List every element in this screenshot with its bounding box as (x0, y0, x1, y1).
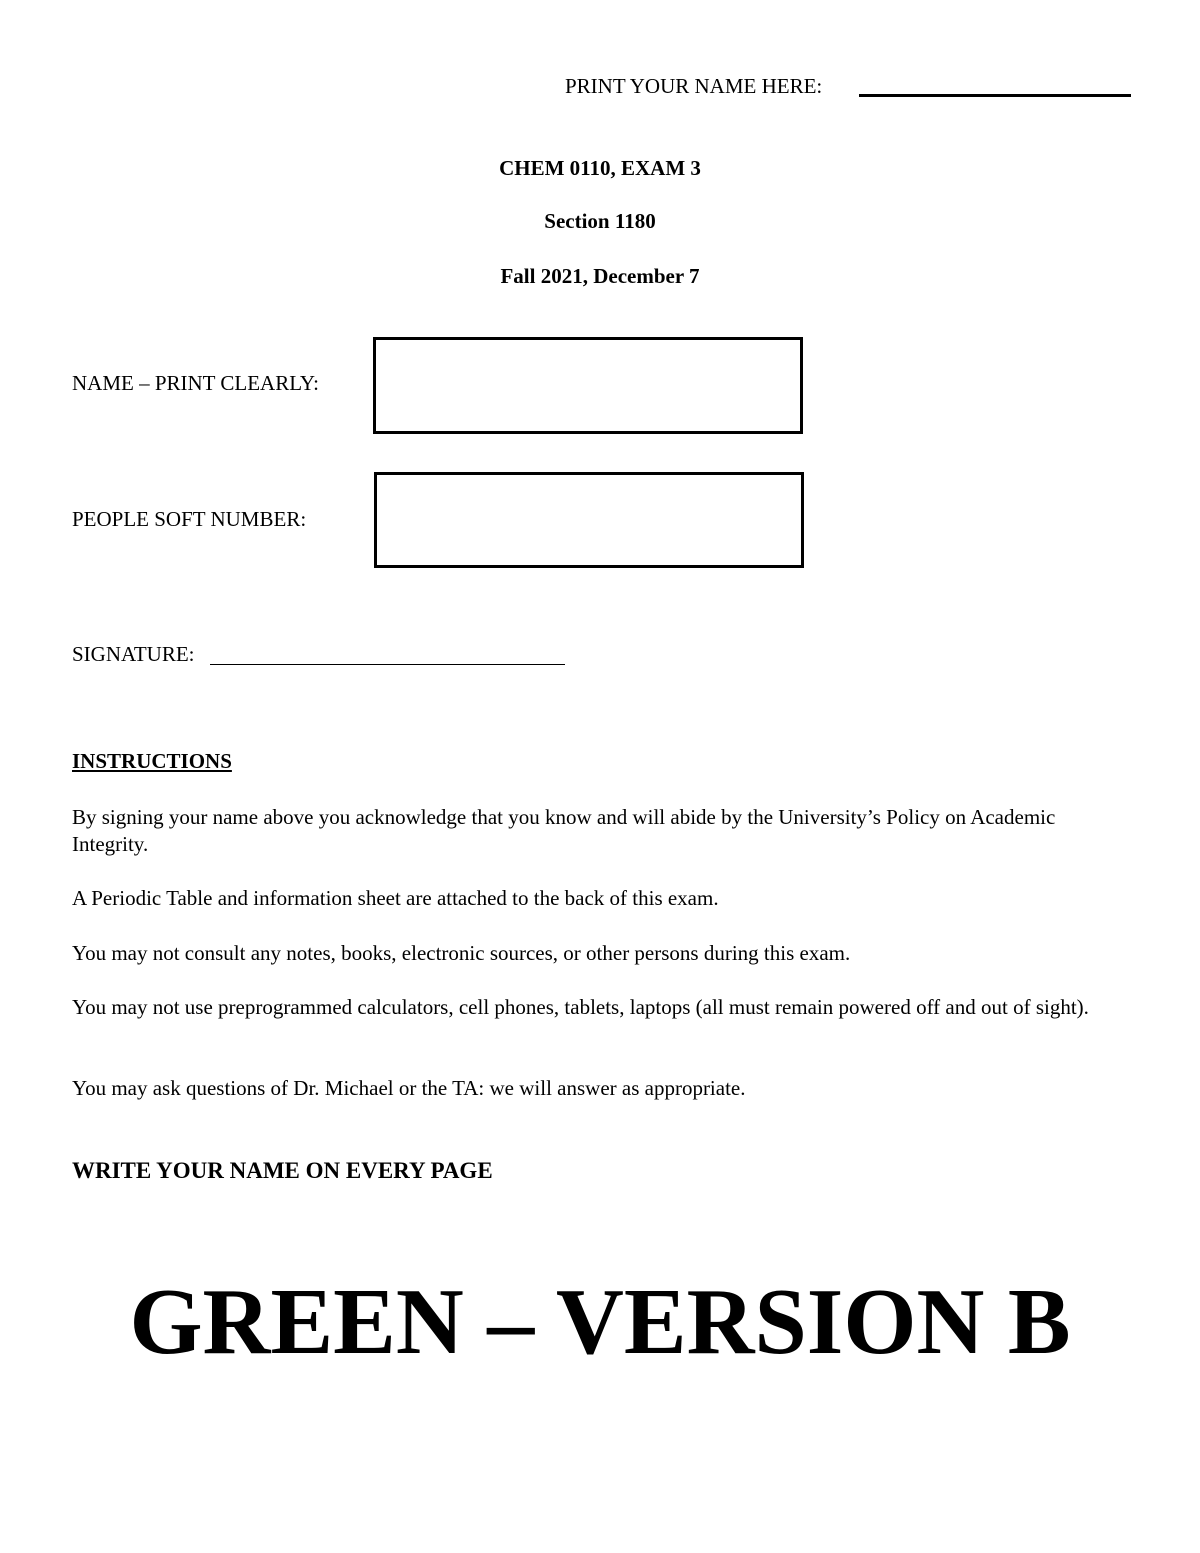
section-number: Section 1180 (544, 209, 656, 233)
signature-line[interactable] (210, 664, 565, 665)
print-name-line[interactable] (859, 94, 1131, 97)
instructions-heading: INSTRUCTIONS (72, 749, 232, 773)
instruction-paragraph: By signing your name above you acknowledge that you know and will abide by the University’s Policy on Academic Integrity. (72, 805, 1056, 856)
exam-date: Fall 2021, December 7 (500, 264, 700, 288)
write-name-reminder: WRITE YOUR NAME ON EVERY PAGE (72, 1158, 493, 1183)
print-name-label: PRINT YOUR NAME HERE: (565, 74, 823, 98)
instruction-paragraph: You may not use preprogrammed calculators, cell phones, tablets, laptops (all must remain powered off and out of sight). (72, 995, 1089, 1019)
exam-title: CHEM 0110, EXAM 3 (499, 156, 701, 180)
exam-version: GREEN – VERSION B (129, 1270, 1071, 1374)
instruction-paragraph: A Periodic Table and information sheet are attached to the back of this exam. (72, 886, 719, 910)
name-box[interactable] (373, 337, 803, 434)
instruction-paragraph: You may ask questions of Dr. Michael or the TA: we will answer as appropriate. (72, 1076, 746, 1100)
signature-label: SIGNATURE: (72, 642, 195, 666)
peoplesoft-box[interactable] (374, 472, 804, 568)
instruction-paragraph: You may not consult any notes, books, electronic sources, or other persons during this exam. (72, 941, 851, 965)
peoplesoft-field-label: PEOPLE SOFT NUMBER: (72, 507, 307, 531)
name-field-label: NAME – PRINT CLEARLY: (72, 371, 320, 395)
